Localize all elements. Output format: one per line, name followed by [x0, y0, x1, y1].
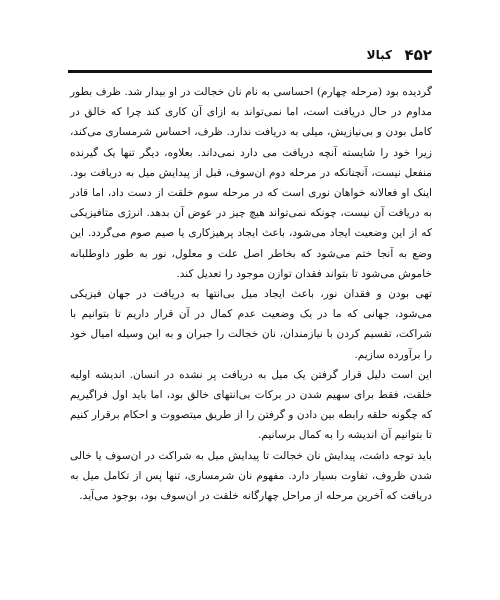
paragraph: تهی بودن و فقدان نور، باعث ایجاد میل بی‌انتها به دریافت در جهان فیزیکی می‌شود، جهانی که ما در یک وضعیت عدم کمال در آن قرار داریم تا بتوانیم با شراکت، تقسیم کردن با نیازمندان، نان خجالت را جبران و به این وسیله امیال خود را برآورده سازیم. — [70, 288, 432, 361]
running-title: کبالا — [366, 48, 392, 62]
page-header — [68, 46, 432, 66]
paragraph: این است دلیل قرار گرفتن یک میل به دریافت پر نشده در انسان. اندیشه اولیه خلقت، فقط برای سهیم شدن در برکات بی‌انتهای خالق بود، اما باید اول فراگیریم که چگونه حلقه رابطه بین دادن و گرفتن را از طریق میتصووت و احکام برقرار کنیم تا بتوانیم آن اندیشه را به کمال برسانیم. — [70, 368, 432, 442]
body-text — [70, 82, 432, 506]
header-rule — [68, 70, 432, 73]
page-number: ۴۵۲ — [404, 46, 432, 64]
paragraph: گردیده بود (مرحله چهارم) احساسی به نام نان خجالت در او بیدار شد. ظرف بطور مداوم در حال دریافت است، اما نمی‌تواند به ازای آن کاری کند چرا که خالق در کامل بودن و بی‌نیازیش، میلی به دریافت ندارد. ظرف، احساس شرمساری می‌کند، زیرا خود را شایسته آنچه دریافت می دارد نمی‌داند. بعلاوه، دیگر تنها یک گیرنده منفعل نیست، آنچنانکه در مرحله دوم ان‌سوف، قبل از پیدایش میل به دریافت بود. اینک او فعالانه خواهان نوری است که در مرحله سوم خلقت از دست داد، اما قادر به دریافت آن نیست، چونکه نمی‌تواند هیچ چیز در عوض آن بدهد. انرژی متافیزیکی که از این وضعیت ایجاد می‌شود، باعث ایجاد پرهیزکاری یا صیم صوم می‌گردد. این وضع به آنجا ختم می‌شود که بخاطر اصل علت و معلول، نور به طور داوطلبانه خاموش می‌شود تا بتواند فقدان توازن موجود را تعدیل کند. — [70, 86, 432, 280]
paragraph: باید توجه داشت، پیدایش نان خجالت تا پیدایش میل به شراکت در ان‌سوف یا خالی شدن ظروف، تفاوت بسیار دارد. مفهوم نان شرمساری، تنها پس از تکامل میل به دریافت که آخرین مرحله از مراحل چهارگانه خلقت در ان‌سوف بود، بوجود می‌آید. — [70, 449, 432, 503]
